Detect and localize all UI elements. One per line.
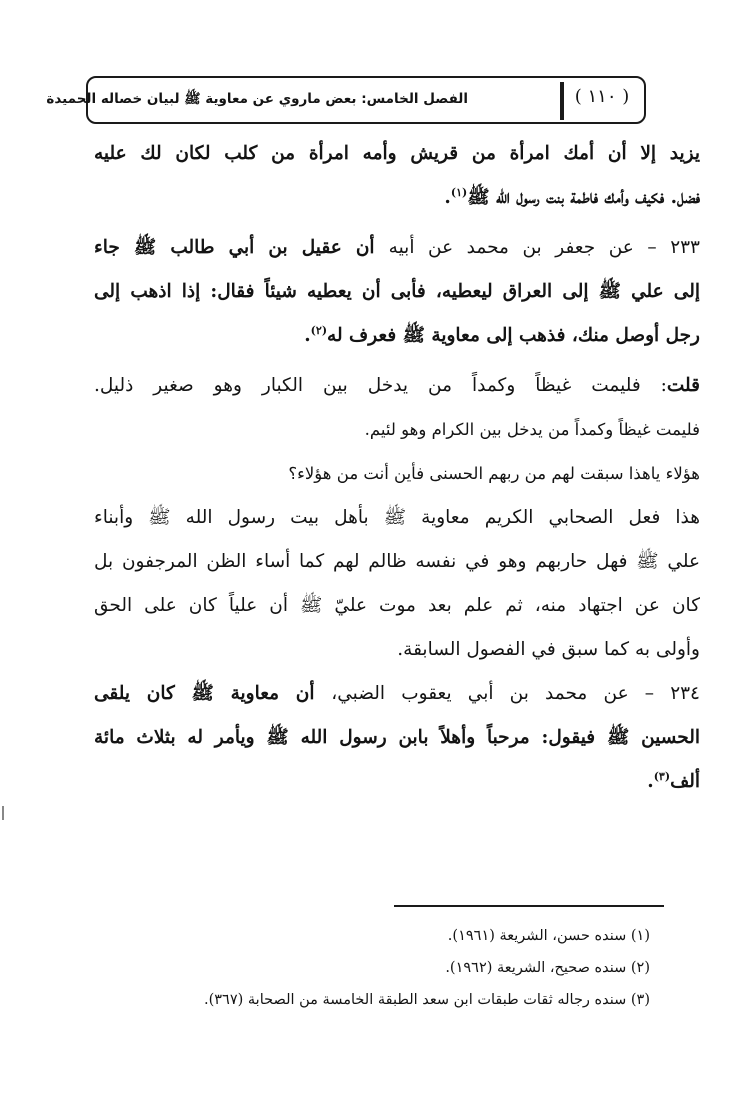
header-divider <box>560 82 564 120</box>
text-line: فضل. فكيف وأمك فاطمة بنت رسول الله ﷺ$^{(١)}$. <box>444 185 700 208</box>
qultu-label: قلت <box>666 375 700 396</box>
chapter-title: الفصل الخامس: بعض ماروي عن معاوية ﷺ لبيان خصاله الحميدة <box>46 91 468 107</box>
commentary-line: فليمت غيظاً وكمداً من يدخل بين الكرام وهو لئيم. <box>364 420 700 439</box>
footnote: (٢) سنده صحيح، الشريعة (١٩٦٢). <box>445 960 650 976</box>
commentary-line: علي ﷺ فهل حاربهم وهو في نفسه ظالم لهم كما أساء الظن المرجفون بل <box>94 551 700 572</box>
page-number: ( ١١٠ ) <box>574 86 630 107</box>
commentary-line: هؤلاء ياهذا سبقت لهم من ربهم الحسنى فأين أنت من هؤلاء؟ <box>288 464 700 483</box>
text-line: الحسين ﷺ فيقول: مرحباً وأهلاً بابن رسول الله ﷺ ويأمر له بثلاث مائة <box>94 727 700 748</box>
footnotes <box>120 920 650 1016</box>
text-line: يزيد إلا أن أمك امرأة من قريش وأمه امرأة من كلب لكان لك عليه <box>94 143 700 164</box>
commentary-line: هذا فعل الصحابي الكريم معاوية ﷺ بأهل بيت رسول الله ﷺ وأبناء <box>94 507 700 528</box>
footnote: (١) سنده حسن، الشريعة (١٩٦١). <box>447 928 650 944</box>
footnote-ref: (١) <box>450 185 468 199</box>
footnote-ref: (٢) <box>310 323 328 337</box>
scan-margin-mark <box>2 806 4 820</box>
text-line: إلى علي ﷺ إلى العراق ليعطيه، فأبى أن يعطيه شيئاً فقال: إذا اذهب إلى <box>94 281 700 302</box>
running-header <box>46 76 646 124</box>
commentary-line: قلت: فليمت غيظاً وكمداً من يدخل بين الكبار وهو صغير ذليل. <box>94 375 700 396</box>
commentary-line: كان عن اجتهاد منه، ثم علم بعد موت عليّ ﷺ أن علياً كان على الحق <box>94 595 700 616</box>
text-line: ألف$^{(٣)}$. <box>647 769 700 792</box>
text-line: رجل أوصل منك، فذهب إلى معاوية ﷺ فعرف له$^{(٢)}$. <box>304 323 700 346</box>
hadith-234: ٢٣٤ – عن محمد بن أبي يعقوب الضبي، أن معاوية ﷺ كان يلقى <box>94 683 700 704</box>
commentary-line: وأولى به كما سبق في الفصول السابقة. <box>397 639 700 660</box>
main-text <box>94 132 700 804</box>
footnote: (٣) سنده رجاله ثقات طبقات ابن سعد الطبقة الخامسة من الصحابة (٣٦٧). <box>203 992 650 1008</box>
footnote-ref: (٣) <box>653 769 671 783</box>
footnote-separator <box>394 905 664 907</box>
hadith-233: ٢٣٣ – عن جعفر بن محمد عن أبيه أن عقيل بن أبي طالب ﷺ جاء <box>94 237 700 258</box>
